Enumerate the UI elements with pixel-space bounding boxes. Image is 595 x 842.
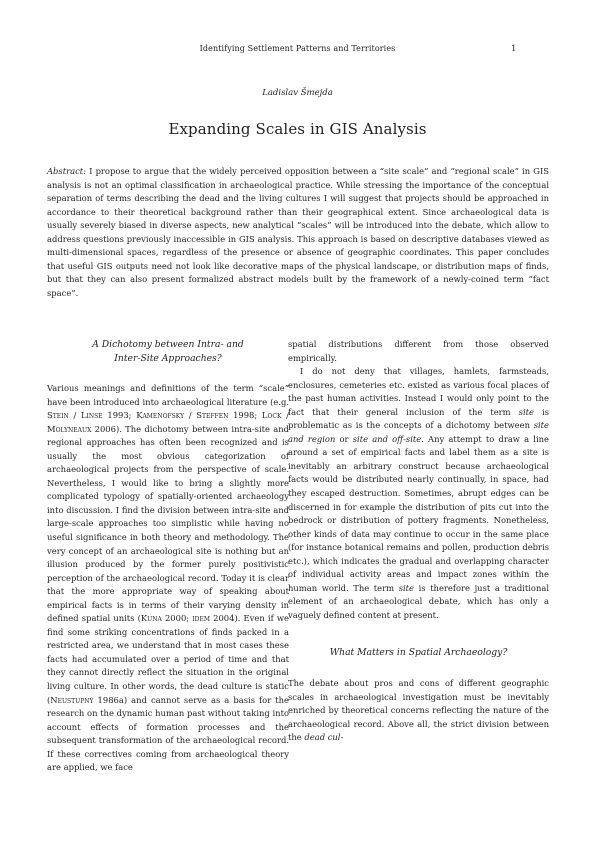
emphasis: site bbox=[398, 582, 414, 593]
section-heading-line2: Inter-Site Approaches? bbox=[114, 352, 222, 364]
text-run: 1998; bbox=[228, 410, 262, 421]
citation: idem bbox=[192, 613, 210, 624]
running-head: Identifying Settlement Patterns and Territories bbox=[199, 44, 396, 53]
text-run: is problematic as is the concepts of a dichotomy between bbox=[288, 406, 549, 431]
page-title: Expanding Scales in GIS Analysis bbox=[168, 120, 427, 138]
paragraph bbox=[288, 365, 549, 622]
page-number: 1 bbox=[511, 44, 517, 54]
left-column bbox=[47, 338, 289, 775]
author: Ladislav Šmejda bbox=[262, 88, 333, 98]
text-run: 2004). Even if we find some striking concentrations of finds packed in a restricted area, we understand that in most cases these facts had accumulated over a period of time and that they cannot directly reflect the situation in the original living culture. In other words, the dead culture is static ( bbox=[47, 613, 289, 705]
emphasis: dead cul- bbox=[304, 732, 344, 743]
emphasis: site and region bbox=[288, 420, 549, 444]
section-heading: What Matters in Spatial Archaeology? bbox=[329, 647, 508, 659]
citation: Lock / Molyneaux bbox=[47, 410, 289, 434]
text-run: 2000; bbox=[161, 613, 193, 624]
abstract bbox=[47, 165, 549, 300]
paragraph: spatial distributions different from those observed empirically. bbox=[288, 339, 549, 363]
section-heading bbox=[47, 338, 289, 365]
emphasis: site and off-site bbox=[352, 433, 422, 444]
paragraph bbox=[47, 382, 289, 775]
text-run: 1993; bbox=[102, 410, 137, 421]
citation: Kamenofsky / Steffen bbox=[136, 410, 229, 421]
text-run: The debate about pros and cons of different geographic scales in archaeological investigation must be inevitably enriched by theoretical concerns reflecting the nature of the archaeological record. Above all, the strict division between the bbox=[288, 677, 549, 743]
abstract-text: I propose to argue that the widely perceived opposition between a “site scale” and “regional scale” in GIS analysis is not an optimal classification in archaeological practice. While stressing the importance of the conceptual separation of terms describing the dead and the living cultures I will suggest that projects should be approached in accordance to their theoretical background rather than their geographical extent. Since archaeological data is usually severely biased in diverse aspects, new analytical “scales” will be introduced into the debate, which allow to address questions previously inaccessible in GIS analysis. This approach is based on descriptive databases viewed as multi-dimensional spaces, regardless of the presence or absence of geographic coordinates. This paper concludes that useful GIS outputs need not look like decorative maps of the physical landscape, or distribution maps of finds, but that they can also present formalized abstract models built by the framework of a newly-coined term “fact space”. bbox=[47, 166, 549, 298]
citation: Stein / Linse bbox=[47, 410, 103, 421]
text-run: I do not deny that villages, hamlets, farmsteads, enclosures, cemeteries etc. existed as various focal places of the past human activities. Instead I would only point to the fact that their general inclusion of the term bbox=[288, 366, 549, 417]
emphasis: site bbox=[518, 406, 534, 417]
citation: Kuna bbox=[140, 613, 162, 624]
paragraph bbox=[288, 677, 549, 745]
text-run: is therefore just a traditional element of an archaeological debate, which has only a vaguely defined content at present. bbox=[288, 582, 550, 620]
text-run: or bbox=[335, 433, 353, 444]
text-run: 2006). The dichotomy between intra-site and regional approaches has often been recognized and is usually the most obvious categorization of archaeological projects from the perspective of scale. Nevertheless, I would like to bring a slightly more complicated typology of spatially-oriented archaeology into discussion. I find the division between intra-site and large-scale approaches too simplistic while having no useful significance in both theory and methodology. The very concept of an archaeological site is nothing but an illusion produced by the former purely positivistic perception of the archaeological record. Today it is clear that the more appropriate way of speaking about empirical facts is in terms of their varying density in defined spatial units ( bbox=[47, 423, 289, 624]
abstract-label: Abstract: bbox=[47, 166, 86, 176]
text-run: 1986a) and cannot serve as a basis for the research on the dynamic human past without taking into account effects of formation processes and the subsequent transformation of the archaeological record. If these correctives coming from archaeological theory are applied, we face bbox=[47, 694, 289, 773]
right-column bbox=[288, 338, 549, 745]
text-run: Various meanings and definitions of the term “scale” have been introduced into archaeological literature (e.g. bbox=[47, 383, 289, 407]
citation: Neustupný bbox=[50, 694, 94, 705]
section-heading-line1: A Dichotomy between Intra- and bbox=[92, 339, 244, 350]
text-run: . Any attempt to draw a line around a set of empirical facts and label them as a site is inevitably an arbitrary construct because archaeological facts would be distributed nearly continually, in space, had they escaped destruction. Sometimes, abrupt edges can be discerned in for example the distribution of pits cut into the bedrock or distribution of pottery fragments. Nonetheless, other kinds of data may continue to occur in the same place (for instance botanical remains and pollen, production debris etc.), which indicates the gradual and overlapping character of individual activity areas and impact zones within the human world. The term bbox=[288, 433, 550, 593]
